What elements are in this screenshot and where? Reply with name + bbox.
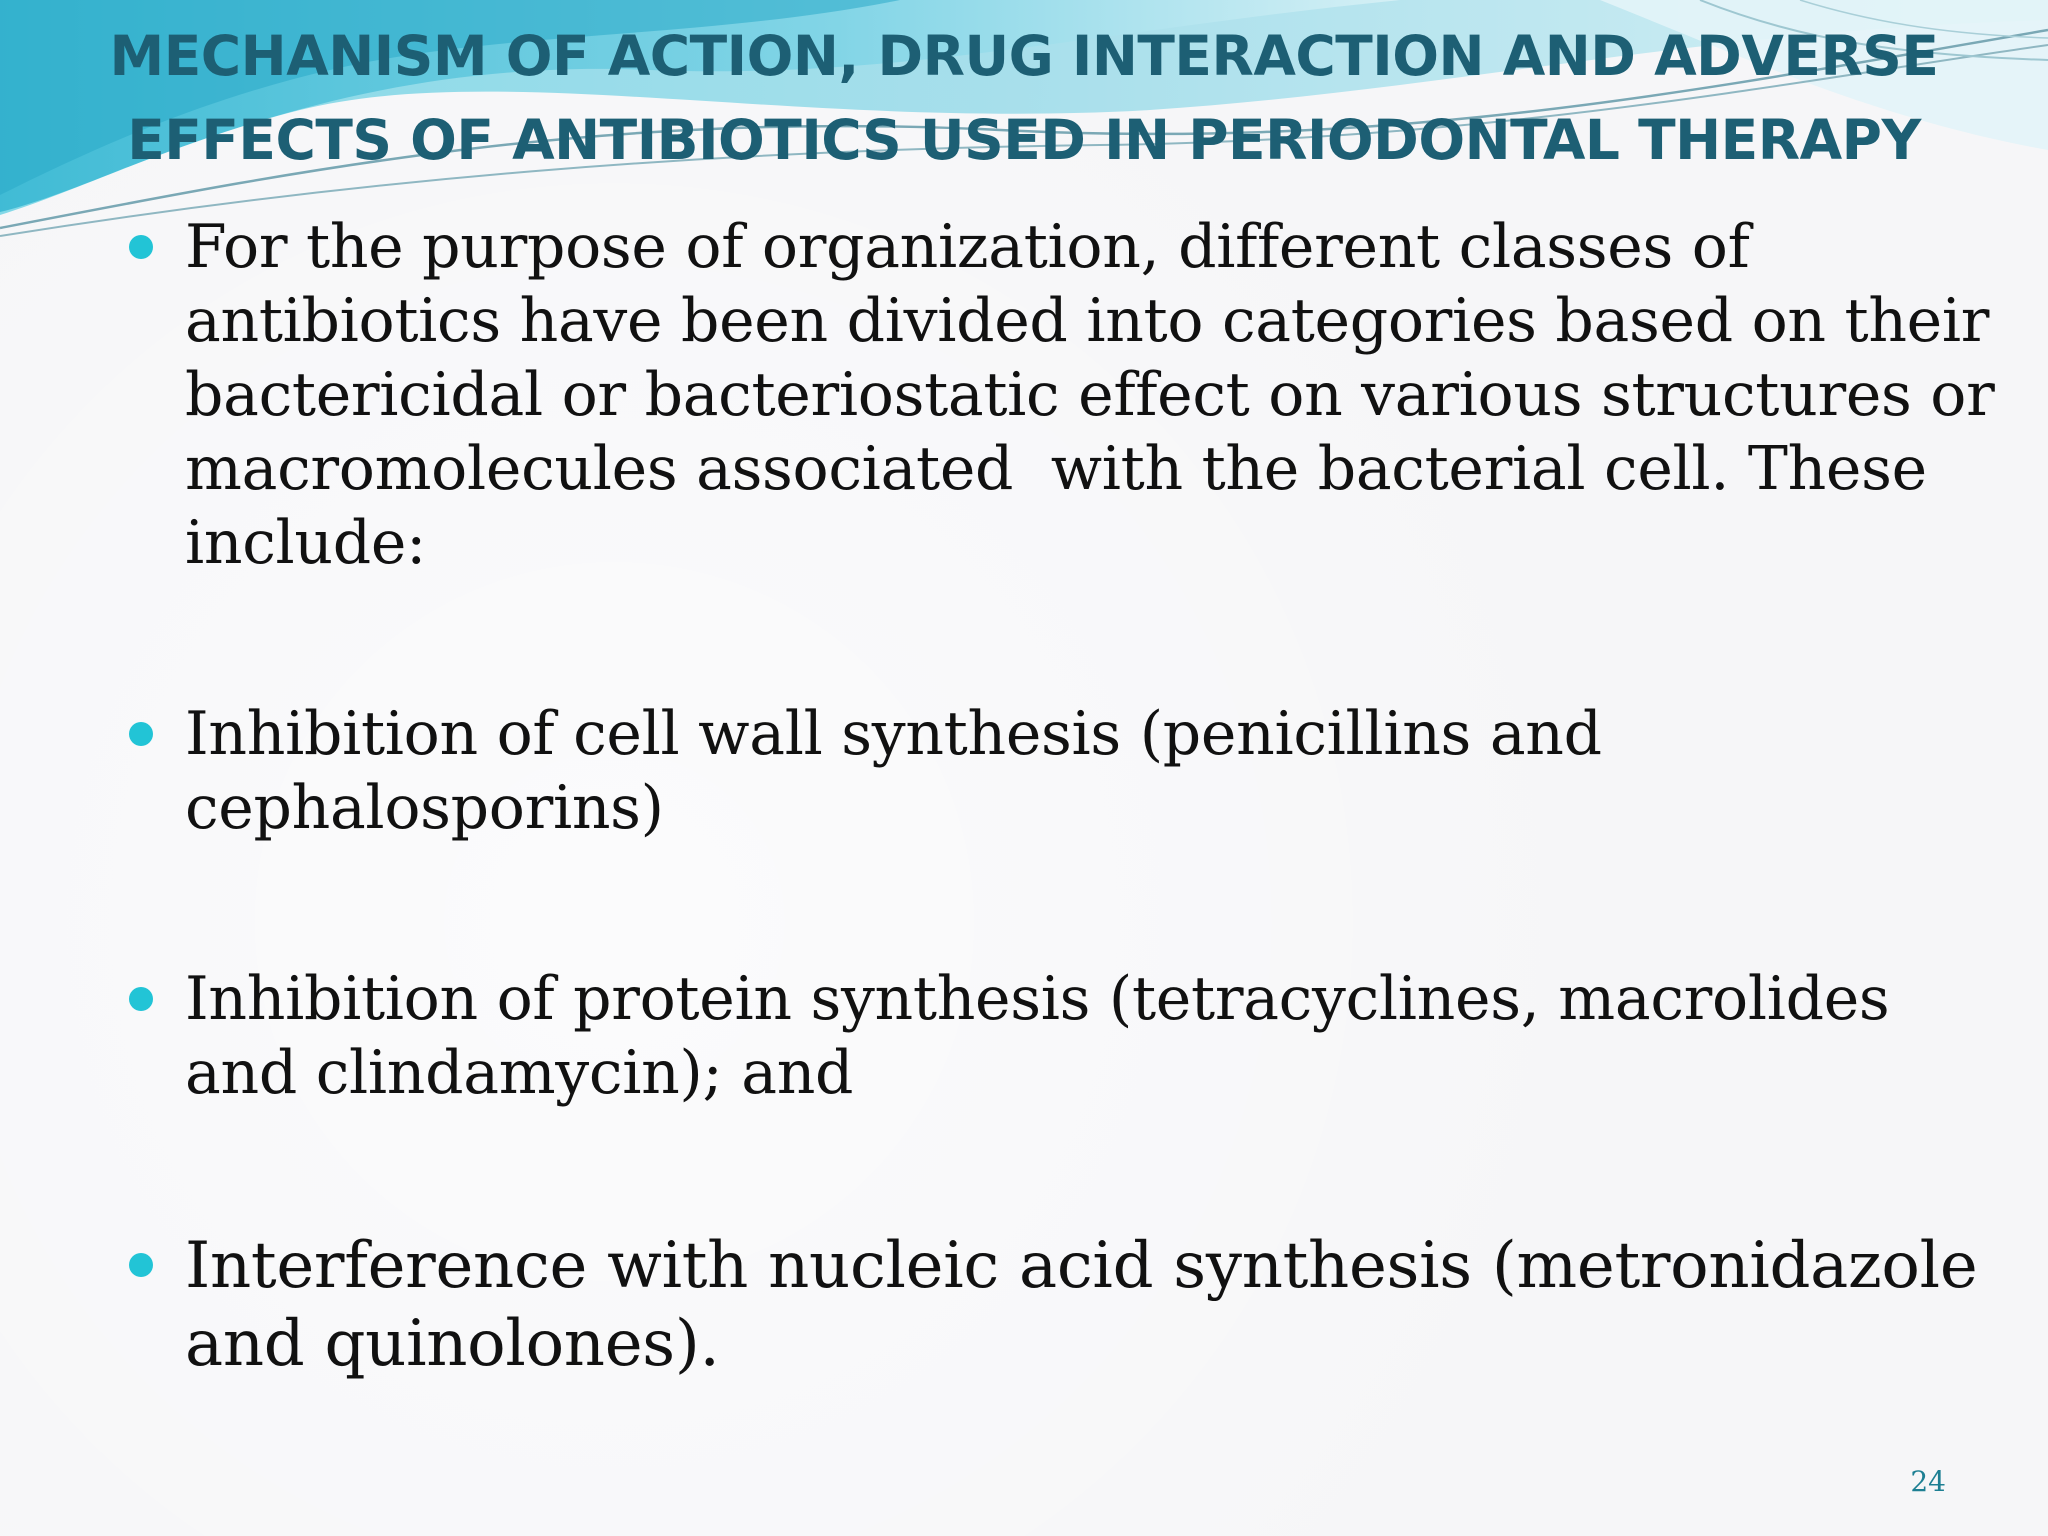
bullet-dot-icon bbox=[129, 987, 153, 1011]
bullet-item bbox=[125, 962, 1985, 1110]
bullet-line: Inhibition of protein synthesis (tetracyclines, macrolides bbox=[185, 964, 1890, 1034]
slide-title bbox=[0, 14, 2048, 182]
page-number: 24 bbox=[1910, 1465, 1946, 1498]
bullet-item bbox=[125, 1227, 1985, 1383]
bullet-dot-icon bbox=[129, 1253, 153, 1277]
bullet-line: Inhibition of cell wall synthesis (penicillins and bbox=[185, 699, 1602, 769]
bullet-line: macromolecules associated with the bacterial cell. These bbox=[185, 434, 1927, 504]
bullet-line: and clindamycin); and bbox=[185, 1038, 854, 1108]
bullet-line: Interference with nucleic acid synthesis (metronidazole bbox=[185, 1229, 1978, 1303]
slide-title-line-1: MECHANISM OF ACTION, DRUG INTERACTION AND ADVERSE bbox=[109, 24, 1939, 88]
bullet-line: bactericidal or bacteriostatic effect on various structures or bbox=[185, 360, 1995, 430]
bullet-line: include: bbox=[185, 508, 426, 578]
bullet-line: and quinolones). bbox=[185, 1307, 720, 1381]
slide-title-line-2: EFFECTS OF ANTIBIOTICS USED IN PERIODONTAL THERAPY bbox=[127, 108, 1921, 172]
bullet-line: cephalosporins) bbox=[185, 773, 664, 843]
bullet-item bbox=[125, 210, 1995, 580]
bullet-line: antibiotics have been divided into categories based on their bbox=[185, 286, 1990, 356]
bullet-list bbox=[125, 210, 1995, 1383]
bullet-dot-icon bbox=[129, 722, 153, 746]
bullet-item bbox=[125, 697, 1985, 845]
bullet-line: For the purpose of organization, different classes of bbox=[185, 212, 1750, 282]
bullet-dot-icon bbox=[129, 235, 153, 259]
